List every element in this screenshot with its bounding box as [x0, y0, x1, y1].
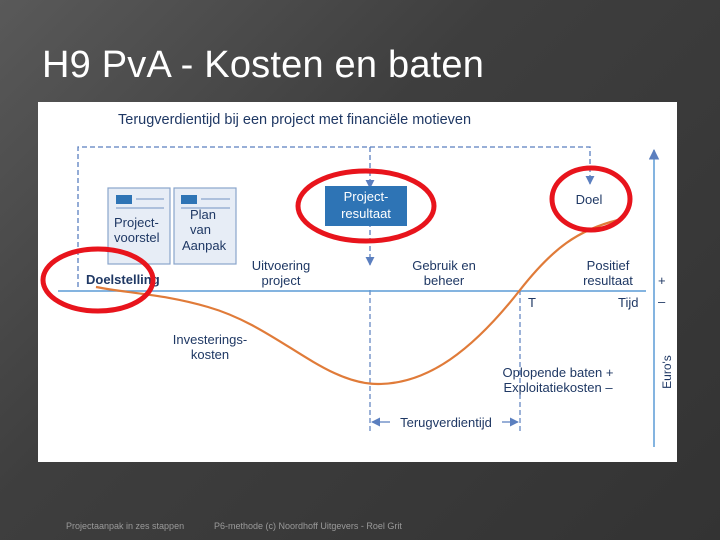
cost-benefit-diagram — [38, 102, 677, 462]
diagram-heading: Terugverdientijd bij een project met financiële motieven — [118, 112, 472, 128]
projectresultaat-line1: Project- — [343, 189, 389, 204]
investeringskosten-line2: kosten — [190, 347, 230, 362]
projectvoorstel-document — [108, 188, 170, 264]
plan-line1: Plan — [190, 207, 217, 222]
uitvoering-line1: Uitvoering — [251, 258, 311, 273]
gebruik-line2: beheer — [423, 273, 465, 288]
plan-line2: van — [190, 222, 211, 237]
plan-van-aanpak-document — [174, 188, 236, 264]
oplopende-baten-line1: Oplopende baten + — [502, 365, 614, 380]
projectvoorstel-line2: voorstel — [114, 230, 160, 245]
footer-right: P6-methode (c) Noordhoff Uitgevers - Roel Grit — [214, 521, 402, 531]
positief-line2: resultaat — [583, 273, 633, 288]
uitvoering-line2: project — [261, 273, 301, 288]
investeringskosten-line1: Investerings- — [172, 332, 248, 347]
oplopende-baten-line2: Exploitatiekosten – — [503, 380, 613, 395]
positief-line1: Positief — [586, 258, 630, 273]
terugverdientijd-label: Terugverdientijd — [400, 415, 492, 430]
minus-sign: – — [658, 294, 666, 309]
slide-title: H9 PvA - Kosten en baten — [42, 44, 485, 86]
doel-label: Doel — [575, 192, 603, 207]
t-marker: T — [528, 295, 536, 310]
projectvoorstel-line1: Project- — [114, 215, 159, 230]
gebruik-line1: Gebruik en — [412, 258, 476, 273]
plus-sign: + — [658, 273, 666, 288]
time-axis-label: Tijd — [618, 295, 639, 310]
plan-line3: Aanpak — [182, 238, 227, 253]
projectresultaat-line2: resultaat — [341, 206, 391, 221]
euro-axis-label: Euro's — [660, 355, 674, 389]
footer-left: Projectaanpak in zes stappen — [66, 521, 185, 531]
doelstelling-label: Doelstelling — [86, 272, 160, 287]
